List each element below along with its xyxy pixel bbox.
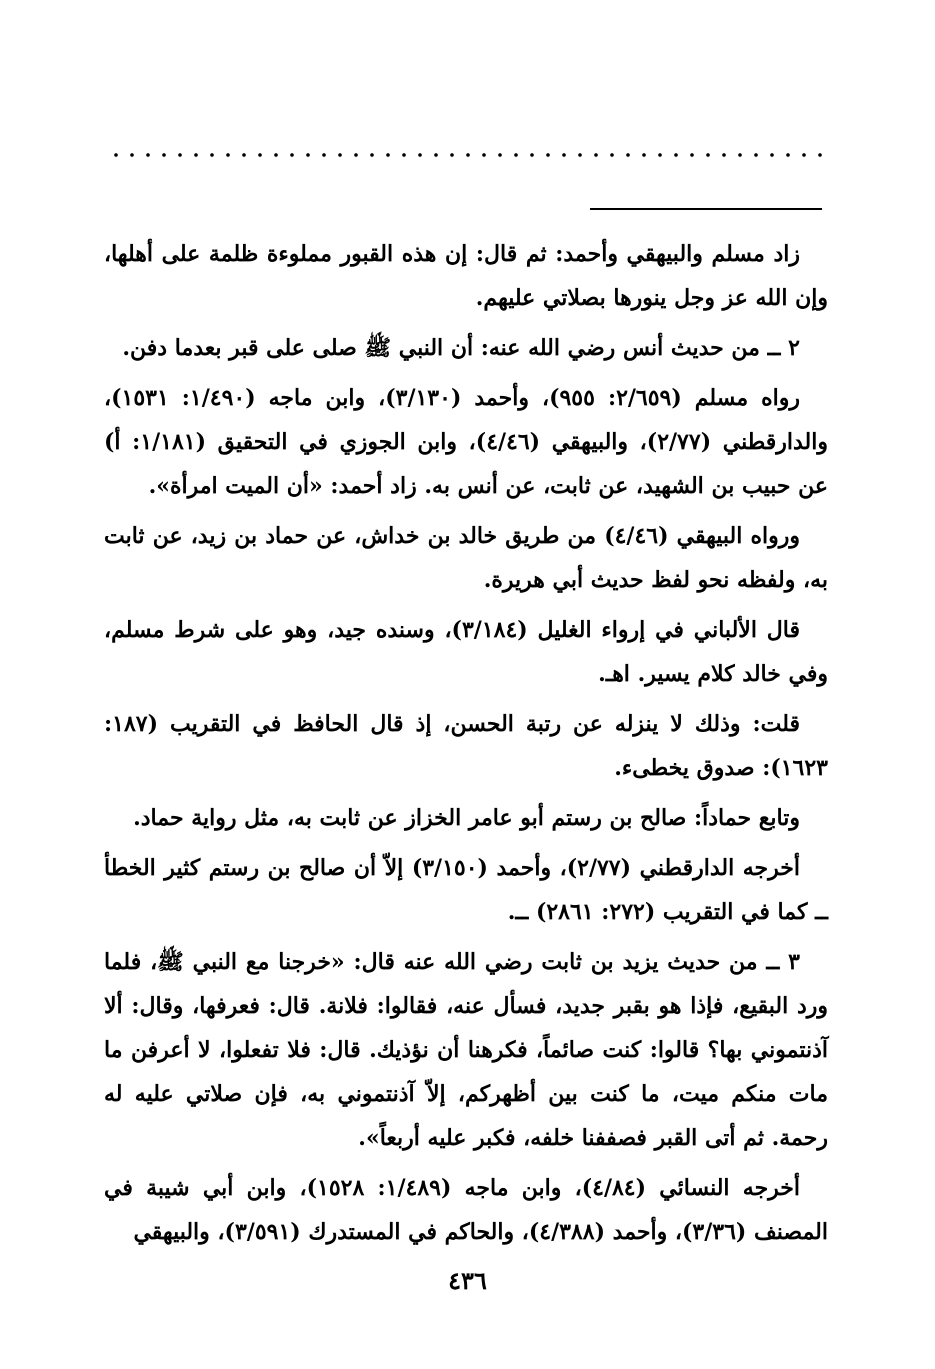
paragraph-albani: قال الألباني في إرواء الغليل (٣/١٨٤)، وسنده جيد، وهو على شرط مسلم، وفي خالد كلام يسير. اهـ. [104,617,828,687]
paragraph-qultu: قلت: وذلك لا ينزله عن رتبة الحسن، إذ قال الحافظ في التقريب (١٨٧: ١٦٢٣): صدوق يخطىء. [104,711,828,781]
paragraph-muslim-addition: زاد مسلم والبيهقي وأحمد: ثم قال: إن هذه القبور مملوءة ظلمة على أهلها، وإن الله عز وجل ينورها بصلاتي عليهم. [104,241,828,311]
dotted-separator [108,150,823,160]
paragraph-hadith-anas: ٢ ــ من حديث أنس رضي الله عنه: أن النبي ﷺ صلى على قبر بعدما دفن. [122,335,800,361]
footnote-text [104,232,828,1260]
footnote-rule [590,208,822,210]
paragraph-bayhaqi-khalid: ورواه البيهقي (٤/٤٦) من طريق خالد بن خداش، عن حماد بن زيد، عن ثابت به، ولفظه نحو لفظ حديث أبي هريرة. [104,523,828,593]
paragraph-daraqutni: أخرجه الدارقطني (٢/٧٧)، وأحمد (٣/١٥٠) إلاّ أن صالح بن رستم كثير الخطأ ــ كما في التقريب (٢٧٢: ٢٨٦١) ــ. [104,855,828,925]
paragraph-mutaba: وتابع حماداً: صالح بن رستم أبو عامر الخزاز عن ثابت به، مثل رواية حماد. [133,805,800,831]
page-number: ٤٣٦ [448,1266,487,1295]
paragraph-anas-takhrij: رواه مسلم (٢/٦٥٩: ٩٥٥)، وأحمد (٣/١٣٠)، وابن ماجه (١/٤٩٠: ١٥٣١)، والدارقطني (٢/٧٧)، والبيهقي (٤/٤٦)، وابن الجوزي في التحقيق (١/١٨١: أ) عن حبيب بن الشهيد، عن ثابت، عن أنس به. زاد أحمد: «أن الميت امرأة». [104,385,828,499]
paragraph-nasai-takhrij: أخرجه النسائي (٤/٨٤)، وابن ماجه (١/٤٨٩: ١٥٢٨)، وابن أبي شيبة في المصنف (٣/٣٦)، وأحمد (٤/٣٨٨)، والحاكم في المستدرك (٣/٥٩١)، والبيهقي [104,1175,828,1245]
paragraph-hadith-yazid: ٣ ــ من حديث يزيد بن ثابت رضي الله عنه قال: «خرجنا مع النبي ﷺ، فلما ورد البقيع، فإذا هو بقبر جديد، فسأل عنه، فقالوا: فلانة. قال: فعرفها، وقال: ألا آذنتموني بها؟ قالوا: كنت صائماً، فكرهنا أن نؤذيك. قال: فلا تفعلوا، لا أعرفن ما مات منكم ميت، ما كنت بين أظهركم، إلاّ آذنتموني به، فإن صلاتي عليه له رحمة. ثم أتى القبر فصففنا خلفه، فكبر عليه أربعاً». [104,949,828,1151]
